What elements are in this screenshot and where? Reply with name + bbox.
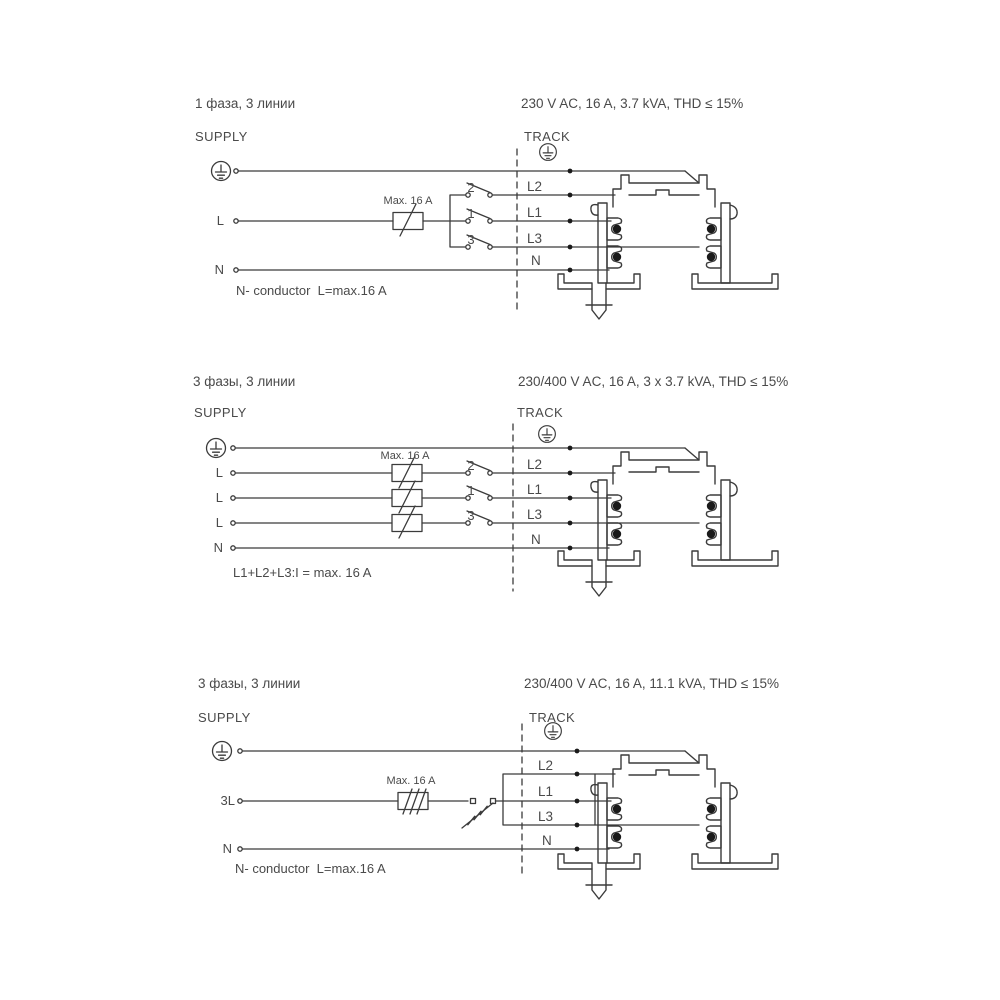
- supply-line-label: N: [214, 262, 224, 277]
- switch-number: 2: [467, 180, 475, 195]
- terminal-label: L1: [538, 784, 554, 799]
- diagram-title: 3 фазы, 3 линии: [198, 676, 301, 691]
- track-cross-section: [558, 171, 778, 319]
- earth-ground-icon: [540, 144, 557, 161]
- supply-line-label: L: [215, 465, 223, 480]
- terminal-label: L1: [527, 205, 543, 220]
- supply-line-label: L: [215, 515, 223, 530]
- earth-ground-icon: [207, 439, 226, 458]
- earth-ground-icon: [213, 742, 232, 761]
- earth-ground-icon: [212, 162, 231, 181]
- switch-number: 3: [467, 232, 475, 247]
- track-heading: TRACK: [524, 129, 571, 144]
- terminal-label: L1: [527, 482, 543, 497]
- fuse-symbol: [393, 204, 423, 236]
- terminal-label: N: [531, 532, 541, 547]
- switch-symbol: [462, 799, 496, 829]
- terminal-dots: [575, 749, 580, 852]
- terminal-label: L3: [538, 809, 554, 824]
- terminal-dots: [568, 446, 573, 551]
- terminal-label: L2: [538, 758, 554, 773]
- switch-number: 1: [467, 483, 475, 498]
- supply-line-label: N: [222, 841, 232, 856]
- diagram-note: N- conductor L=max.16 A: [235, 861, 386, 876]
- diagram-title: 3 фазы, 3 линии: [193, 374, 296, 389]
- supply-heading: SUPPLY: [198, 710, 251, 725]
- switch-number: 3: [467, 508, 475, 523]
- fuse-rating-label: Max. 16 A: [380, 450, 430, 462]
- track-heading: TRACK: [529, 710, 576, 725]
- diagram-title: 1 фаза, 3 линии: [195, 96, 296, 111]
- fuse-symbol: [392, 456, 422, 538]
- supply-line-label: L: [216, 213, 224, 228]
- track-heading: TRACK: [517, 405, 564, 420]
- diagram-note: N- conductor L=max.16 A: [236, 283, 387, 298]
- supply-line-label: N: [213, 540, 223, 555]
- diagram-spec: 230 V AC, 16 A, 3.7 kVA, THD ≤ 15%: [521, 96, 744, 111]
- fuse-rating-label: Max. 16 A: [383, 195, 433, 207]
- terminal-dots: [568, 169, 573, 273]
- fuse-rating-label: Max. 16 A: [386, 775, 436, 787]
- terminal-label: L3: [527, 231, 543, 246]
- supply-heading: SUPPLY: [194, 405, 247, 420]
- terminal-label: N: [542, 833, 552, 848]
- supply-heading: SUPPLY: [195, 129, 248, 144]
- supply-line-label: L: [215, 490, 223, 505]
- supply-line-label: 3L: [220, 793, 235, 808]
- diagram-spec: 230/400 V AC, 16 A, 3 x 3.7 kVA, THD ≤ 15%: [518, 374, 789, 389]
- terminal-label: L3: [527, 507, 543, 522]
- switch-number: 1: [467, 206, 475, 221]
- earth-ground-icon: [545, 723, 562, 740]
- diagram-note: L1+L2+L3:I = max. 16 A: [233, 565, 372, 580]
- terminal-label: N: [531, 253, 541, 268]
- terminal-label: L2: [527, 457, 543, 472]
- switch-number: 2: [467, 458, 475, 473]
- earth-ground-icon: [539, 426, 556, 443]
- diagram-spec: 230/400 V AC, 16 A, 11.1 kVA, THD ≤ 15%: [524, 676, 780, 691]
- terminal-label: L2: [527, 179, 543, 194]
- track-cross-section: [558, 448, 778, 596]
- fuse-symbol: [398, 789, 428, 814]
